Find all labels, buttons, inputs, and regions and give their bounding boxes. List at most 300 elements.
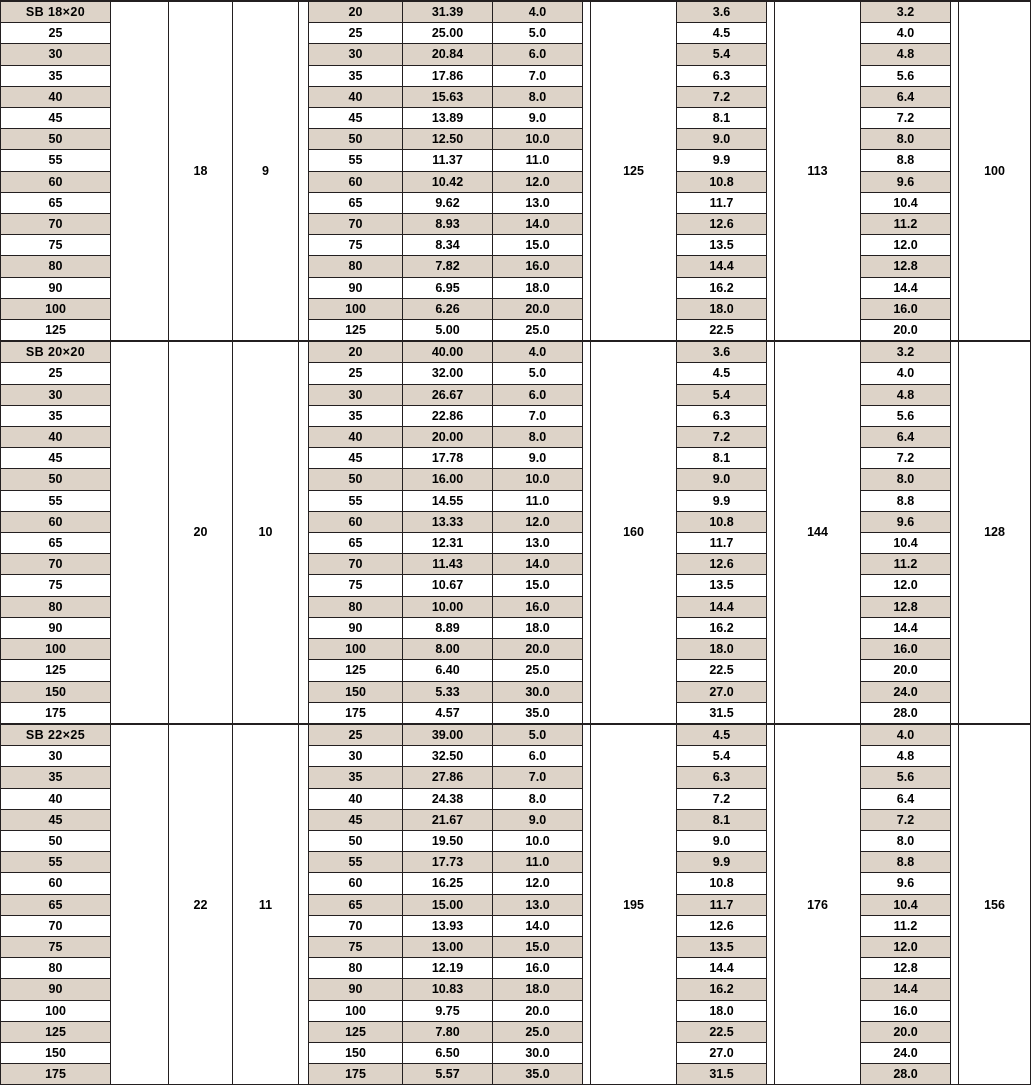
value-3-cell: 5.4 <box>677 44 767 65</box>
value-1-cell: 16.00 <box>403 469 493 490</box>
value-2-cell: 35.0 <box>493 1064 583 1085</box>
length-cell-left: 40 <box>1 427 111 448</box>
value-2-cell: 25.0 <box>493 320 583 342</box>
value-2-cell: 15.0 <box>493 235 583 256</box>
table-row <box>1 341 1031 363</box>
length-cell-left: 30 <box>1 384 111 405</box>
length-cell-left: 25 <box>1 23 111 44</box>
value-1-cell: 31.39 <box>403 1 493 23</box>
gutter-1 <box>299 341 309 724</box>
length-cell-left: 70 <box>1 214 111 235</box>
gutter-1 <box>299 1 309 341</box>
blank-column-a <box>111 341 169 724</box>
length-cell: 70 <box>309 554 403 575</box>
value-4-cell: 8.0 <box>861 830 951 851</box>
length-cell: 35 <box>309 405 403 426</box>
value-2-cell: 13.0 <box>493 192 583 213</box>
value-3-cell: 8.1 <box>677 108 767 129</box>
value-2-cell: 6.0 <box>493 746 583 767</box>
length-cell-left: 25 <box>1 363 111 384</box>
value-4-cell: 11.2 <box>861 554 951 575</box>
length-cell-left: 35 <box>1 767 111 788</box>
value-1-cell: 13.93 <box>403 915 493 936</box>
value-4-cell: 20.0 <box>861 1021 951 1042</box>
value-4-cell: 7.2 <box>861 448 951 469</box>
value-2-cell: 13.0 <box>493 533 583 554</box>
length-cell-left: 55 <box>1 490 111 511</box>
value-3-cell: 16.2 <box>677 979 767 1000</box>
value-3-cell: 13.5 <box>677 936 767 957</box>
value-2-cell: 25.0 <box>493 1021 583 1042</box>
length-cell: 35 <box>309 767 403 788</box>
value-1-cell: 17.73 <box>403 852 493 873</box>
length-cell: 175 <box>309 1064 403 1085</box>
length-cell-left: 50 <box>1 469 111 490</box>
length-cell-left: 125 <box>1 1021 111 1042</box>
table-row <box>1 1 1031 23</box>
value-4-cell: 20.0 <box>861 320 951 342</box>
gutter-2 <box>583 1 591 341</box>
value-3-cell: 11.7 <box>677 533 767 554</box>
value-4-cell: 12.0 <box>861 936 951 957</box>
value-1-cell: 19.50 <box>403 830 493 851</box>
length-cell: 75 <box>309 936 403 957</box>
value-3-cell: 31.5 <box>677 1064 767 1085</box>
value-2-cell: 10.0 <box>493 830 583 851</box>
value-4-cell: 12.0 <box>861 235 951 256</box>
value-3-cell: 9.9 <box>677 150 767 171</box>
value-4-cell: 3.2 <box>861 1 951 23</box>
value-2-cell: 9.0 <box>493 108 583 129</box>
value-2-cell: 7.0 <box>493 767 583 788</box>
load-b-cell: 144 <box>775 341 861 724</box>
value-4-cell: 28.0 <box>861 702 951 724</box>
length-cell-left: 45 <box>1 108 111 129</box>
load-a-cell: 195 <box>591 724 677 1085</box>
length-cell-left: 75 <box>1 575 111 596</box>
length-cell-left: 40 <box>1 788 111 809</box>
size-designation-cell <box>1 724 111 746</box>
gutter-3 <box>767 724 775 1085</box>
value-1-cell: 5.33 <box>403 681 493 702</box>
value-4-cell: 5.6 <box>861 65 951 86</box>
value-4-cell: 10.4 <box>861 192 951 213</box>
size-designation-cell <box>1 1 111 23</box>
value-3-cell: 10.8 <box>677 171 767 192</box>
length-cell-left: 35 <box>1 65 111 86</box>
value-2-cell: 12.0 <box>493 873 583 894</box>
value-1-cell: 8.93 <box>403 214 493 235</box>
value-4-cell: 6.4 <box>861 427 951 448</box>
length-cell: 55 <box>309 852 403 873</box>
length-cell: 65 <box>309 533 403 554</box>
value-2-cell: 5.0 <box>493 363 583 384</box>
value-3-cell: 12.6 <box>677 915 767 936</box>
value-2-cell: 10.0 <box>493 469 583 490</box>
length-cell-left: 90 <box>1 617 111 638</box>
length-cell-left: 100 <box>1 298 111 319</box>
gutter-4 <box>951 1 959 341</box>
load-c-cell: 100 <box>959 1 1031 341</box>
size-designation-label: SB 20×20 <box>25 345 86 360</box>
value-3-cell: 27.0 <box>677 1042 767 1063</box>
length-cell: 50 <box>309 129 403 150</box>
size-designation-cell <box>1 341 111 363</box>
value-1-cell: 6.50 <box>403 1042 493 1063</box>
length-cell: 90 <box>309 617 403 638</box>
value-1-cell: 17.86 <box>403 65 493 86</box>
value-2-cell: 14.0 <box>493 554 583 575</box>
value-4-cell: 14.4 <box>861 277 951 298</box>
value-1-cell: 5.57 <box>403 1064 493 1085</box>
length-cell: 40 <box>309 427 403 448</box>
value-3-cell: 7.2 <box>677 427 767 448</box>
value-3-cell: 6.3 <box>677 767 767 788</box>
length-cell: 30 <box>309 44 403 65</box>
value-2-cell: 4.0 <box>493 341 583 363</box>
load-a-cell: 160 <box>591 341 677 724</box>
value-1-cell: 26.67 <box>403 384 493 405</box>
value-2-cell: 16.0 <box>493 596 583 617</box>
length-cell-left: 100 <box>1 639 111 660</box>
value-1-cell: 9.75 <box>403 1000 493 1021</box>
value-1-cell: 27.86 <box>403 767 493 788</box>
value-4-cell: 11.2 <box>861 214 951 235</box>
value-4-cell: 16.0 <box>861 639 951 660</box>
value-3-cell: 14.4 <box>677 596 767 617</box>
length-cell-left: 55 <box>1 852 111 873</box>
value-1-cell: 20.84 <box>403 44 493 65</box>
length-cell-left: 60 <box>1 873 111 894</box>
value-1-cell: 10.00 <box>403 596 493 617</box>
length-cell: 75 <box>309 235 403 256</box>
value-1-cell: 10.67 <box>403 575 493 596</box>
dimension-b-cell: 18 <box>169 1 233 341</box>
value-2-cell: 13.0 <box>493 894 583 915</box>
length-cell-left: 40 <box>1 86 111 107</box>
value-4-cell: 8.8 <box>861 490 951 511</box>
spec-table-body <box>1 1 1031 1085</box>
value-2-cell: 20.0 <box>493 639 583 660</box>
gutter-4 <box>951 341 959 724</box>
length-cell: 70 <box>309 214 403 235</box>
value-1-cell: 13.00 <box>403 936 493 957</box>
gutter-1 <box>299 724 309 1085</box>
value-4-cell: 5.6 <box>861 405 951 426</box>
value-2-cell: 7.0 <box>493 405 583 426</box>
value-3-cell: 6.3 <box>677 405 767 426</box>
length-cell: 45 <box>309 108 403 129</box>
value-4-cell: 4.8 <box>861 746 951 767</box>
length-cell-left: 175 <box>1 702 111 724</box>
value-3-cell: 16.2 <box>677 277 767 298</box>
value-2-cell: 11.0 <box>493 490 583 511</box>
value-4-cell: 9.6 <box>861 171 951 192</box>
value-2-cell: 8.0 <box>493 427 583 448</box>
length-cell-left: 80 <box>1 958 111 979</box>
value-1-cell: 9.62 <box>403 192 493 213</box>
length-cell: 25 <box>309 724 403 746</box>
value-1-cell: 16.25 <box>403 873 493 894</box>
value-2-cell: 5.0 <box>493 23 583 44</box>
value-2-cell: 8.0 <box>493 788 583 809</box>
length-cell: 100 <box>309 639 403 660</box>
value-2-cell: 35.0 <box>493 702 583 724</box>
value-4-cell: 14.4 <box>861 617 951 638</box>
value-1-cell: 6.26 <box>403 298 493 319</box>
length-cell-left: 50 <box>1 830 111 851</box>
length-cell-left: 90 <box>1 979 111 1000</box>
value-1-cell: 25.00 <box>403 23 493 44</box>
length-cell-left: 90 <box>1 277 111 298</box>
value-2-cell: 14.0 <box>493 915 583 936</box>
value-3-cell: 16.2 <box>677 617 767 638</box>
length-cell: 65 <box>309 192 403 213</box>
length-cell-left: 80 <box>1 596 111 617</box>
length-cell: 80 <box>309 256 403 277</box>
length-cell-left: 65 <box>1 533 111 554</box>
value-2-cell: 14.0 <box>493 214 583 235</box>
value-2-cell: 18.0 <box>493 617 583 638</box>
value-4-cell: 16.0 <box>861 1000 951 1021</box>
value-4-cell: 4.8 <box>861 44 951 65</box>
value-3-cell: 9.9 <box>677 490 767 511</box>
length-cell-left: 30 <box>1 44 111 65</box>
value-3-cell: 11.7 <box>677 192 767 213</box>
length-cell-left: 65 <box>1 192 111 213</box>
load-b-cell: 176 <box>775 724 861 1085</box>
length-cell-left: 45 <box>1 448 111 469</box>
length-cell: 125 <box>309 1021 403 1042</box>
length-cell: 80 <box>309 958 403 979</box>
length-cell: 125 <box>309 320 403 342</box>
value-2-cell: 7.0 <box>493 65 583 86</box>
value-4-cell: 8.8 <box>861 852 951 873</box>
value-3-cell: 5.4 <box>677 746 767 767</box>
value-2-cell: 20.0 <box>493 298 583 319</box>
value-3-cell: 31.5 <box>677 702 767 724</box>
value-4-cell: 28.0 <box>861 1064 951 1085</box>
value-3-cell: 12.6 <box>677 554 767 575</box>
length-cell: 100 <box>309 1000 403 1021</box>
value-1-cell: 12.19 <box>403 958 493 979</box>
dimension-b-cell: 22 <box>169 724 233 1085</box>
value-3-cell: 8.1 <box>677 448 767 469</box>
value-1-cell: 15.63 <box>403 86 493 107</box>
length-cell-left: 55 <box>1 150 111 171</box>
value-3-cell: 4.5 <box>677 23 767 44</box>
value-3-cell: 4.5 <box>677 724 767 746</box>
value-1-cell: 32.00 <box>403 363 493 384</box>
length-cell: 55 <box>309 150 403 171</box>
length-cell: 40 <box>309 86 403 107</box>
length-cell: 55 <box>309 490 403 511</box>
value-4-cell: 14.4 <box>861 979 951 1000</box>
length-cell: 125 <box>309 660 403 681</box>
length-cell: 90 <box>309 979 403 1000</box>
value-4-cell: 12.8 <box>861 256 951 277</box>
value-1-cell: 6.95 <box>403 277 493 298</box>
length-cell: 25 <box>309 23 403 44</box>
length-cell: 70 <box>309 915 403 936</box>
value-2-cell: 4.0 <box>493 1 583 23</box>
value-3-cell: 13.5 <box>677 575 767 596</box>
value-1-cell: 13.33 <box>403 511 493 532</box>
value-3-cell: 9.0 <box>677 830 767 851</box>
value-1-cell: 8.34 <box>403 235 493 256</box>
size-designation-label: SB 22×25 <box>25 727 86 742</box>
dimension-c-cell: 10 <box>233 341 299 724</box>
value-1-cell: 20.00 <box>403 427 493 448</box>
value-1-cell: 15.00 <box>403 894 493 915</box>
length-cell: 20 <box>309 341 403 363</box>
value-4-cell: 7.2 <box>861 108 951 129</box>
length-cell-left: 70 <box>1 554 111 575</box>
value-2-cell: 18.0 <box>493 277 583 298</box>
value-2-cell: 8.0 <box>493 86 583 107</box>
value-4-cell: 3.2 <box>861 341 951 363</box>
value-2-cell: 5.0 <box>493 724 583 746</box>
length-cell: 50 <box>309 469 403 490</box>
value-4-cell: 6.4 <box>861 86 951 107</box>
value-1-cell: 12.50 <box>403 129 493 150</box>
value-3-cell: 10.8 <box>677 873 767 894</box>
value-1-cell: 22.86 <box>403 405 493 426</box>
length-cell-left: 50 <box>1 129 111 150</box>
value-4-cell: 8.0 <box>861 129 951 150</box>
length-cell: 60 <box>309 511 403 532</box>
value-4-cell: 4.0 <box>861 23 951 44</box>
value-3-cell: 22.5 <box>677 660 767 681</box>
value-1-cell: 8.89 <box>403 617 493 638</box>
value-3-cell: 9.0 <box>677 469 767 490</box>
value-3-cell: 4.5 <box>677 363 767 384</box>
value-1-cell: 10.42 <box>403 171 493 192</box>
length-cell: 75 <box>309 575 403 596</box>
value-3-cell: 11.7 <box>677 894 767 915</box>
length-cell: 50 <box>309 830 403 851</box>
length-cell-left: 65 <box>1 894 111 915</box>
length-cell: 45 <box>309 448 403 469</box>
value-2-cell: 10.0 <box>493 129 583 150</box>
value-2-cell: 6.0 <box>493 44 583 65</box>
value-1-cell: 17.78 <box>403 448 493 469</box>
value-1-cell: 8.00 <box>403 639 493 660</box>
value-1-cell: 4.57 <box>403 702 493 724</box>
length-cell: 150 <box>309 1042 403 1063</box>
value-3-cell: 18.0 <box>677 639 767 660</box>
length-cell: 90 <box>309 277 403 298</box>
gutter-4 <box>951 724 959 1085</box>
load-c-cell: 128 <box>959 341 1031 724</box>
value-3-cell: 14.4 <box>677 256 767 277</box>
value-4-cell: 20.0 <box>861 660 951 681</box>
value-4-cell: 24.0 <box>861 1042 951 1063</box>
value-3-cell: 6.3 <box>677 65 767 86</box>
value-1-cell: 12.31 <box>403 533 493 554</box>
length-cell-left: 125 <box>1 660 111 681</box>
value-2-cell: 16.0 <box>493 958 583 979</box>
value-3-cell: 12.6 <box>677 214 767 235</box>
length-cell: 60 <box>309 171 403 192</box>
value-3-cell: 3.6 <box>677 341 767 363</box>
length-cell-left: 75 <box>1 235 111 256</box>
value-3-cell: 22.5 <box>677 1021 767 1042</box>
value-2-cell: 18.0 <box>493 979 583 1000</box>
load-c-cell: 156 <box>959 724 1031 1085</box>
value-4-cell: 9.6 <box>861 511 951 532</box>
value-3-cell: 9.9 <box>677 852 767 873</box>
length-cell: 65 <box>309 894 403 915</box>
value-4-cell: 16.0 <box>861 298 951 319</box>
length-cell: 80 <box>309 596 403 617</box>
value-1-cell: 39.00 <box>403 724 493 746</box>
value-4-cell: 8.8 <box>861 150 951 171</box>
value-4-cell: 9.6 <box>861 873 951 894</box>
value-2-cell: 30.0 <box>493 681 583 702</box>
length-cell: 60 <box>309 873 403 894</box>
value-2-cell: 11.0 <box>493 150 583 171</box>
length-cell-left: 60 <box>1 171 111 192</box>
length-cell: 30 <box>309 746 403 767</box>
value-3-cell: 13.5 <box>677 235 767 256</box>
length-cell-left: 45 <box>1 809 111 830</box>
length-cell-left: 30 <box>1 746 111 767</box>
value-2-cell: 16.0 <box>493 256 583 277</box>
length-cell-left: 175 <box>1 1064 111 1085</box>
length-cell-left: 150 <box>1 1042 111 1063</box>
value-4-cell: 7.2 <box>861 809 951 830</box>
value-4-cell: 10.4 <box>861 533 951 554</box>
value-4-cell: 4.0 <box>861 724 951 746</box>
length-cell: 40 <box>309 788 403 809</box>
value-4-cell: 12.0 <box>861 575 951 596</box>
value-2-cell: 12.0 <box>493 171 583 192</box>
value-4-cell: 4.8 <box>861 384 951 405</box>
dimension-b-cell: 20 <box>169 341 233 724</box>
value-4-cell: 8.0 <box>861 469 951 490</box>
value-4-cell: 5.6 <box>861 767 951 788</box>
value-2-cell: 15.0 <box>493 936 583 957</box>
value-1-cell: 24.38 <box>403 788 493 809</box>
value-1-cell: 7.80 <box>403 1021 493 1042</box>
value-2-cell: 12.0 <box>493 511 583 532</box>
value-2-cell: 11.0 <box>493 852 583 873</box>
value-1-cell: 11.37 <box>403 150 493 171</box>
dimension-c-cell: 11 <box>233 724 299 1085</box>
value-3-cell: 5.4 <box>677 384 767 405</box>
value-1-cell: 6.40 <box>403 660 493 681</box>
value-4-cell: 10.4 <box>861 894 951 915</box>
value-4-cell: 11.2 <box>861 915 951 936</box>
length-cell: 150 <box>309 681 403 702</box>
value-3-cell: 10.8 <box>677 511 767 532</box>
table-row <box>1 724 1031 746</box>
value-1-cell: 7.82 <box>403 256 493 277</box>
length-cell-left: 70 <box>1 915 111 936</box>
length-cell: 35 <box>309 65 403 86</box>
length-cell: 175 <box>309 702 403 724</box>
length-cell-left: 100 <box>1 1000 111 1021</box>
value-2-cell: 20.0 <box>493 1000 583 1021</box>
value-3-cell: 9.0 <box>677 129 767 150</box>
length-cell-left: 125 <box>1 320 111 342</box>
value-1-cell: 5.00 <box>403 320 493 342</box>
value-2-cell: 9.0 <box>493 809 583 830</box>
value-4-cell: 12.8 <box>861 958 951 979</box>
length-cell: 25 <box>309 363 403 384</box>
gutter-3 <box>767 1 775 341</box>
